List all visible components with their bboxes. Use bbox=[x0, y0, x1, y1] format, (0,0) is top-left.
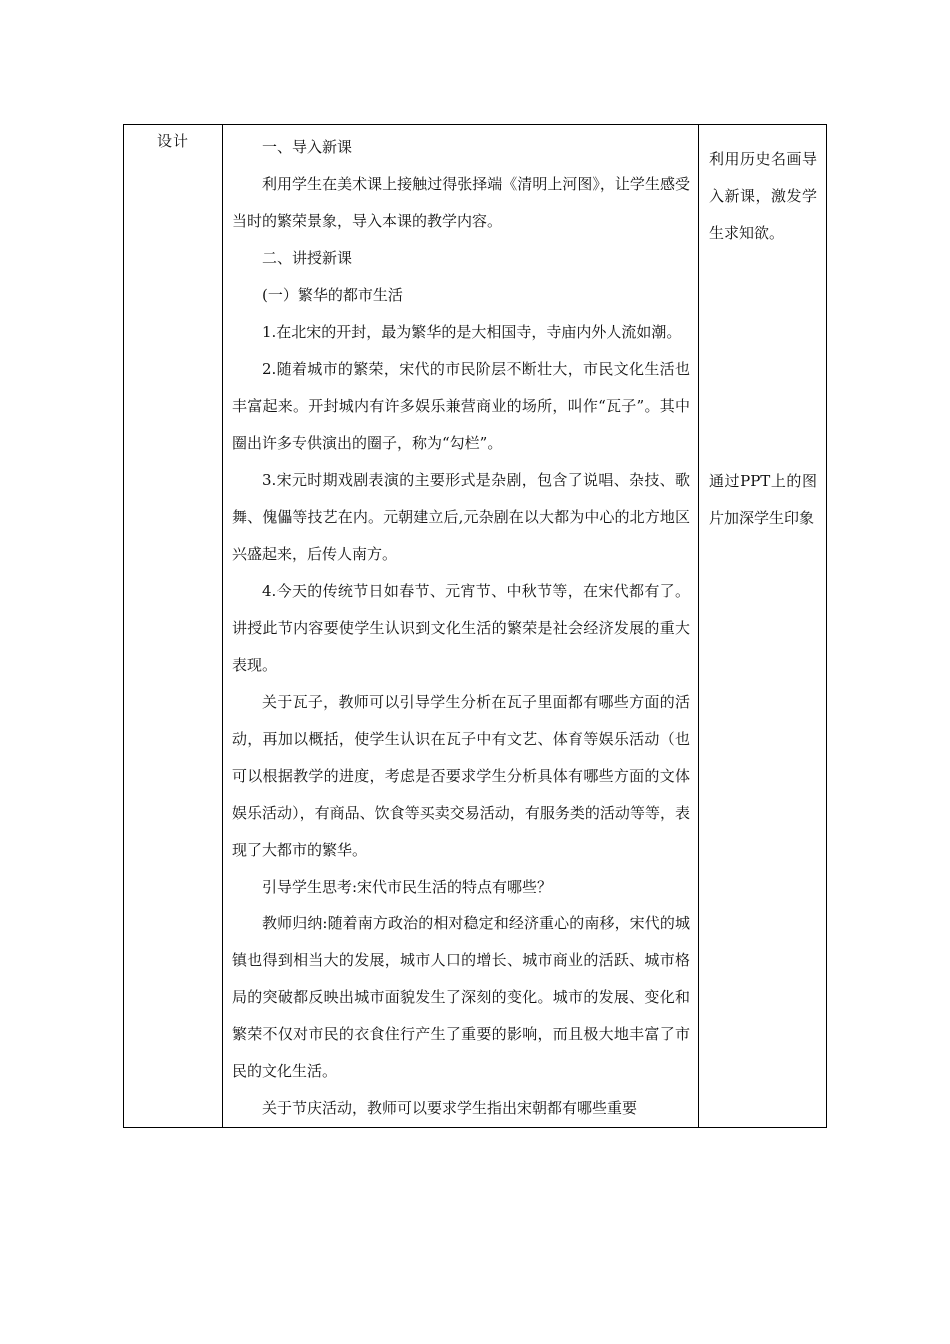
section-heading-intro: 一、导入新课 bbox=[262, 138, 353, 156]
paragraph-question: 引导学生思考:宋代市民生活的特点有哪些？ bbox=[262, 878, 553, 896]
paragraph-summary: 教师归纳:随着南方政治的相对稳定和经济重心的南移，宋代的城镇也得到相当大的发展，城市人口的增长、城市商业的活跃、城市格局的突破都反映出城市面貌发生了深刻的变化。城市的发展、变化和繁荣不仅对市民的衣食住行产生了重要的影响，而且极大地丰富了市民的文化生活。 bbox=[232, 914, 690, 1080]
paragraph-festivals: 关于节庆活动，教师可以要求学生指出宋朝都有哪些重要 bbox=[262, 1099, 638, 1117]
paragraph-point-2: 2.随着城市的繁荣，宋代的市民阶层不断壮大，市民文化生活也丰富起来。开封城内有许多娱乐兼营商业的场所，叫作“瓦子”。其中圈出许多专供演出的圈子，称为“勾栏”。 bbox=[232, 360, 690, 452]
paragraph-wazi: 关于瓦子，教师可以引导学生分析在瓦子里面都有哪些方面的活动，再加以概括，使学生认识在瓦子中有文艺、体育等娱乐活动（也可以根据教学的进度，考虑是否要求学生分析具体有哪些方面的文体娱乐活动），有商品、饮食等买卖交易活动，有服务类的活动等等，表现了大都市的繁华。 bbox=[232, 693, 690, 859]
section-heading-new-lesson: 二、讲授新课 bbox=[262, 249, 353, 267]
design-notes-cell bbox=[699, 125, 827, 1128]
table-row bbox=[124, 125, 827, 1128]
side-note-2: 通过PPT上的图片加深学生印象 bbox=[709, 472, 817, 527]
paragraph-intro: 利用学生在美术课上接触过得张择端《清明上河图》，让学生感受当时的繁荣景象，导入本课的教学内容。 bbox=[232, 175, 690, 230]
paragraph-point-4: 4.今天的传统节日如春节、元宵节、中秋节等，在宋代都有了。讲授此节内容要使学生认识到文化生活的繁荣是社会经济发展的重大表现。 bbox=[232, 582, 690, 674]
side-note-1: 利用历史名画导入新课，激发学生求知欲。 bbox=[709, 150, 817, 242]
paragraph-point-3: 3.宋元时期戏剧表演的主要形式是杂剧，包含了说唱、杂技、歌舞、傀儡等技艺在内。元朝建立后,元杂剧在以大都为中心的北方地区兴盛起来，后传人南方。 bbox=[232, 471, 690, 563]
row-label: 设计 bbox=[156, 132, 189, 150]
teaching-content-cell bbox=[223, 125, 699, 1128]
lesson-plan-table bbox=[123, 124, 827, 1128]
subsection-heading: (一）繁华的都市生活 bbox=[262, 286, 403, 304]
paragraph-point-1: 1.在北宋的开封，最为繁华的是大相国寺，寺庙内外人流如潮。 bbox=[262, 323, 682, 341]
row-label-cell bbox=[124, 125, 223, 1128]
